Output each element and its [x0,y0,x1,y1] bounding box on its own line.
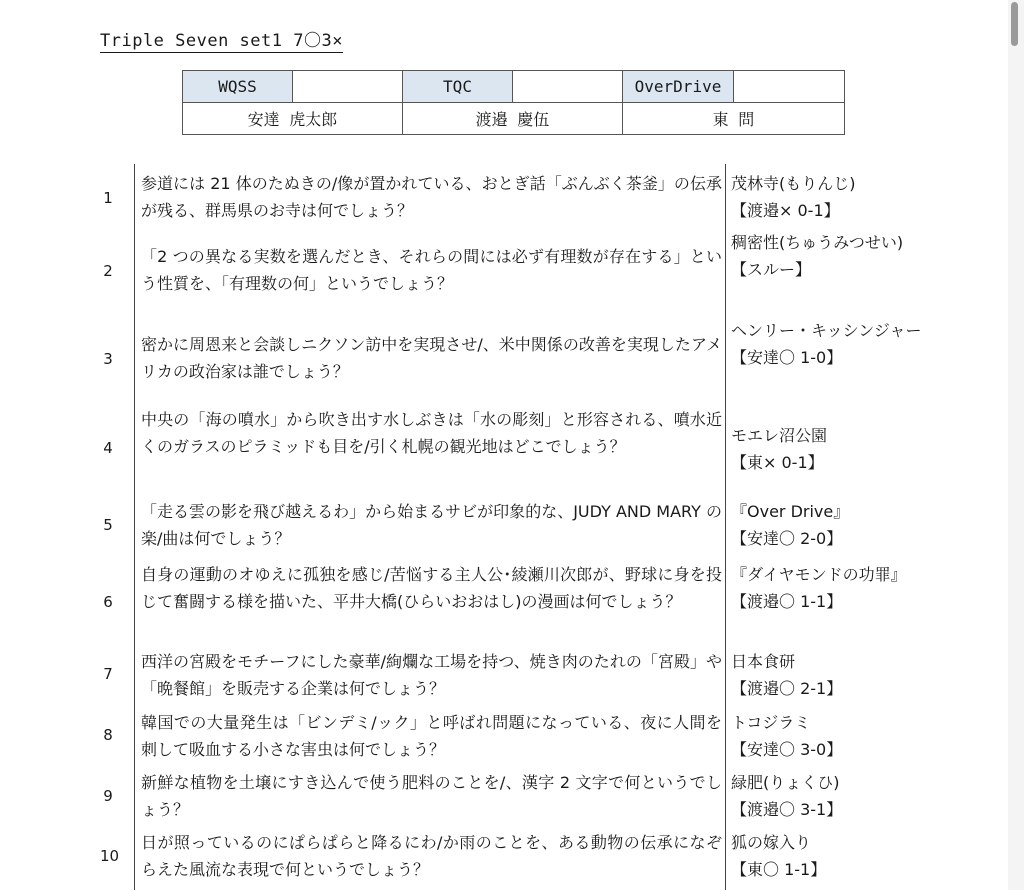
question-number: 5 [103,516,113,534]
answer-text: 狐の嫁入り [731,833,812,852]
question-text: 西洋の宮殿をモチーフにした豪華/絢爛な工場を持つ、焼き肉のたれの「宮殿」や「晩餐館」を販売する企業は何でしょう？ [141,652,722,698]
team-table [182,70,845,135]
question-number: 9 [103,787,113,805]
answer-cell [731,317,931,371]
answer-result: 【スルー】 [731,260,812,279]
column-divider [725,164,726,890]
answer-cell [731,170,931,224]
answer-result: 【渡邉〇 2-1】 [731,679,843,698]
answer-result: 【安達〇 1-0】 [731,348,843,367]
player-name: 東 問 [623,103,845,135]
answer-cell [731,561,931,615]
answer-cell [731,422,931,476]
answer-result: 【渡邉〇 1-1】 [731,592,843,611]
question-number: 6 [103,593,113,611]
scrollbar-track[interactable] [1008,0,1024,890]
answer-result: 【安達〇 3-0】 [731,740,843,759]
answer-cell [731,769,931,823]
question-text: 韓国での大量発生は「ビンデミ/ック」と呼ばれ問題になっている、夜に人間を刺して吸血する小さな害虫は何でしょう？ [141,713,722,759]
team-name-overdrive: OverDrive [623,71,734,103]
team-name-tqc: TQC [403,71,513,103]
question-text: 参道には 21 体のたぬきの/像が置かれている、おとぎ話「ぶんぶく茶釜」の伝承が残る、群馬県のお寺は何でしょう？ [141,174,722,220]
question-text: 「2 つの異なる実数を選んだとき、それらの間には必ず有理数が存在する」という性質を、「有理数の何」というでしょう？ [141,247,722,293]
answer-result: 【安達〇 2-0】 [731,529,843,548]
team-score-cell [734,71,845,103]
question-number: 1 [103,189,113,207]
question-number: 8 [103,726,113,744]
answer-cell [731,229,931,283]
answer-result: 【東〇 1-1】 [731,860,827,879]
answer-text: 稠密性(ちゅうみつせい) [731,233,904,252]
answer-text: 日本食研 [731,652,796,671]
answer-text: トコジラミ [731,713,811,732]
question-number: 4 [103,439,113,457]
answer-text: ヘンリー・キッシンジャー [731,321,922,340]
answer-text: 『Over Drive』 [731,502,850,521]
answer-cell [731,709,931,763]
player-name: 安達 虎太郎 [183,103,403,135]
player-name: 渡邉 慶伍 [403,103,623,135]
question-text: 中央の「海の噴水」から吹き出す水しぶきは「水の彫刻」と形容される、噴水近くのガラスのピラミッドも目を/引く札幌の観光地はどこでしょう？ [141,410,722,456]
answer-cell [731,498,931,552]
answer-result: 【東× 0-1】 [731,453,824,472]
team-score-cell [293,71,403,103]
answer-result: 【渡邉〇 3-1】 [731,800,843,819]
question-text: 新鮮な植物を土壌にすき込んで使う肥料のことを/、漢字 2 文字で何というでしょう？ [141,773,722,819]
column-divider [134,164,135,890]
team-name-wqss: WQSS [183,71,293,103]
answer-cell [731,829,931,883]
player-row [183,103,845,135]
question-number: 7 [103,665,113,683]
scrollbar-thumb[interactable] [1011,2,1018,46]
answer-result: 【渡邉× 0-1】 [731,201,840,220]
team-score-cell [513,71,623,103]
question-text: 「走る雲の影を飛び越えるわ」から始まるサビが印象的な、JUDY AND MARY の楽/曲は何でしょう？ [141,502,722,548]
question-number: 10 [100,847,120,865]
team-name-row [183,71,845,103]
page-title: Triple Seven set1 7〇3× [100,26,343,53]
answer-text: モエレ沼公園 [731,426,828,445]
question-number: 2 [103,262,113,280]
question-number: 3 [103,350,113,368]
answer-text: 緑肥(りょくひ) [731,773,840,792]
question-text: 自身の運動のオゆえに孤独を感じ/苦悩する主人公･綾瀬川次郎が、野球に身を投じて奮闘する様を描いた、平井大橋(ひらいおおはし)の漫画は何でしょう？ [141,565,722,611]
answer-cell [731,648,931,702]
question-text: 密かに周恩来と会談しニクソン訪中を実現させ/、米中関係の改善を実現したアメリカの政治家は誰でしょう？ [141,335,722,381]
question-text: 日が照っているのにぱらぱらと降るにわ/か雨のことを、ある動物の伝承になぞらえた風流な表現で何というでしょう？ [141,833,722,879]
answer-text: 『ダイヤモンドの功罪』 [731,565,907,584]
answer-text: 茂林寺(もりんじ) [731,174,856,193]
